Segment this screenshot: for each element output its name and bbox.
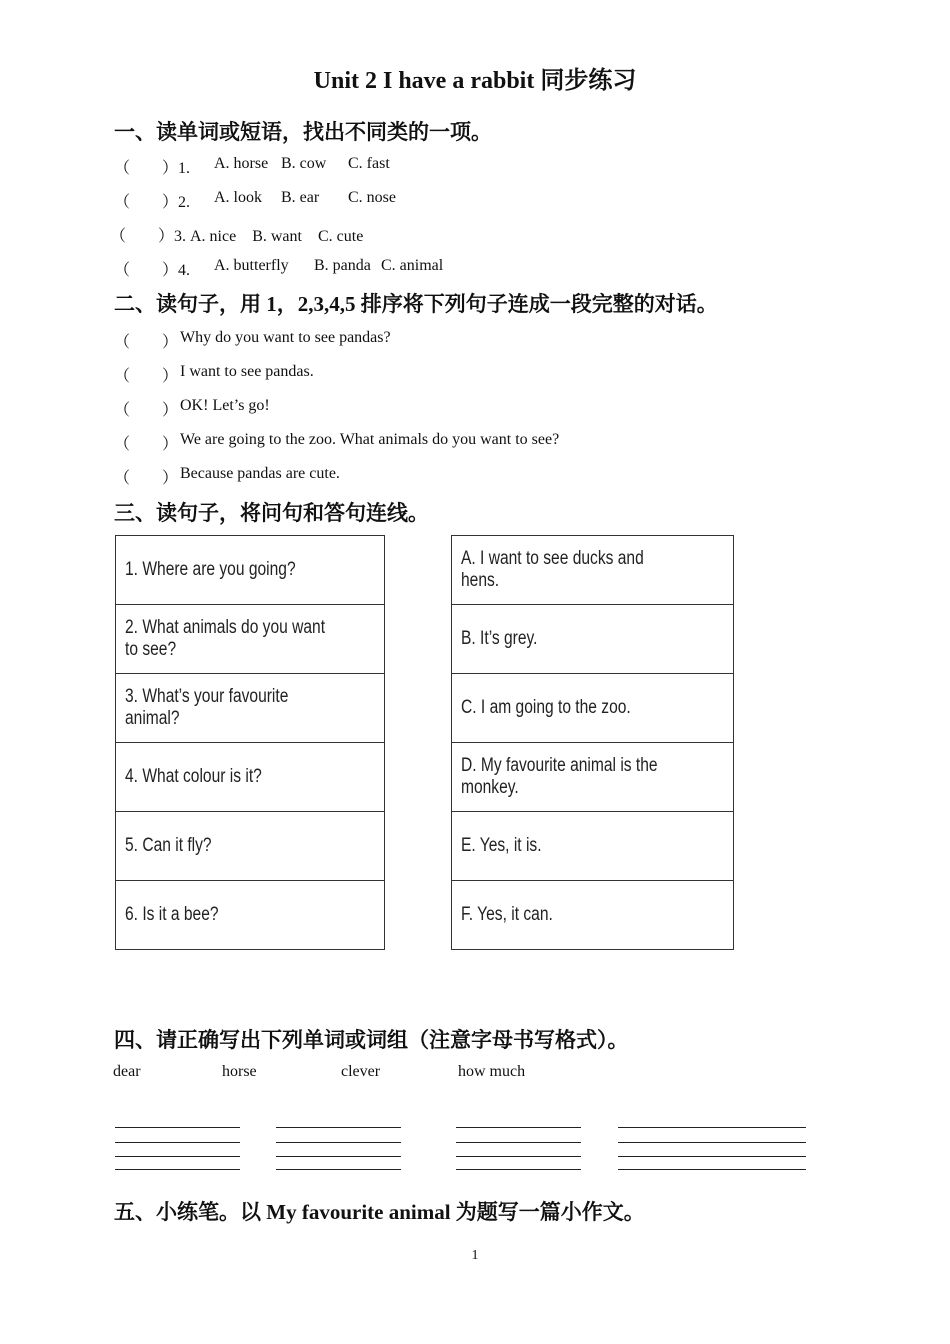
- writing-line: [115, 1142, 240, 1143]
- answer-cell: [452, 881, 734, 950]
- q4-option-b: B. panda: [314, 257, 371, 274]
- part2-bracket: （ ）: [114, 334, 179, 351]
- writing-line: [276, 1156, 401, 1157]
- page-title: Unit 2 I have a rabbit 同步练习: [313, 68, 637, 94]
- part2-bracket: （ ）: [114, 470, 179, 487]
- word-clever: clever: [341, 1063, 381, 1080]
- question-text: 5. Can it fly?: [125, 835, 212, 856]
- question-cell: [116, 674, 385, 743]
- writing-line: [618, 1142, 806, 1143]
- section-4-heading: 四、请正确写出下列单词或词组（注意字母书写格式）。: [114, 1028, 629, 1052]
- writing-line: [115, 1156, 240, 1157]
- section-1-heading: 一、读单词或短语，找出不同类的一项。: [114, 120, 492, 144]
- q2-option-a: A. look: [214, 189, 262, 206]
- q2-option-c: C. nose: [348, 189, 396, 206]
- answer-text: E. Yes, it is.: [461, 835, 542, 856]
- q1-option-a: A. horse: [214, 155, 269, 172]
- part2-bracket: （ ）: [114, 368, 179, 385]
- answer-text: B. It’s grey.: [461, 628, 538, 649]
- word-dear: dear: [113, 1063, 141, 1080]
- writing-line: [618, 1169, 806, 1170]
- writing-line: [618, 1156, 806, 1157]
- question-cell: [116, 536, 385, 605]
- q4-bracket: （ ）4.: [114, 262, 191, 279]
- q2-option-b: B. ear: [281, 189, 320, 206]
- question-cell: [116, 881, 385, 950]
- answer-cell: [452, 536, 734, 605]
- writing-line: [456, 1142, 581, 1143]
- questions-table: [115, 535, 385, 950]
- part2-bracket: （ ）: [114, 402, 179, 419]
- q2-bracket: （ ）2.: [114, 194, 191, 211]
- writing-line: [276, 1169, 401, 1170]
- part2-sentence: OK! Let’s go!: [180, 397, 270, 414]
- answers-table: [451, 535, 734, 950]
- q1-option-b: B. cow: [281, 155, 327, 172]
- question-text: 6. Is it a bee?: [125, 904, 219, 925]
- part2-sentence: Because pandas are cute.: [180, 465, 340, 482]
- section-2-heading: 二、读句子，用 1，2,3,4,5 排序将下列句子连成一段完整的对话。: [114, 292, 718, 316]
- writing-line: [115, 1169, 240, 1170]
- q4-option-c: C. animal: [381, 257, 444, 274]
- question-cell: [116, 605, 385, 674]
- question-text: 3. What’s your favourite animal?: [125, 686, 289, 729]
- answer-cell: [452, 605, 734, 674]
- answer-text: D. My favourite animal is the monkey.: [461, 755, 658, 798]
- answer-cell: [452, 812, 734, 881]
- part2-sentence: I want to see pandas.: [180, 363, 314, 380]
- question-cell: [116, 812, 385, 881]
- page-number: 1: [471, 1248, 479, 1263]
- q1-option-c: C. fast: [348, 155, 390, 172]
- section-5-heading: 五、小练笔。以 My favourite animal 为题写一篇小作文。: [114, 1200, 645, 1224]
- answer-cell: [452, 674, 734, 743]
- writing-line: [115, 1127, 240, 1128]
- part2-bracket: （ ）: [114, 436, 179, 453]
- writing-line: [618, 1127, 806, 1128]
- q4-option-a: A. butterfly: [214, 257, 289, 274]
- part2-sentence: We are going to the zoo. What animals do you want to see?: [180, 431, 560, 448]
- section-3-heading: 三、读句子，将问句和答句连线。: [114, 501, 429, 525]
- writing-line: [456, 1169, 581, 1170]
- writing-line: [456, 1156, 581, 1157]
- answer-text: C. I am going to the zoo.: [461, 697, 631, 718]
- question-text: 4. What colour is it?: [125, 766, 262, 787]
- question-text: 2. What animals do you want to see?: [125, 617, 326, 660]
- question-text: 1. Where are you going?: [125, 559, 296, 580]
- part1-q3: （ ）3. A. nice B. want C. cute: [110, 228, 364, 245]
- question-cell: [116, 743, 385, 812]
- word-horse: horse: [222, 1063, 257, 1080]
- part2-sentence: Why do you want to see pandas?: [180, 329, 391, 346]
- q1-bracket: （ ）1.: [114, 160, 191, 177]
- answer-cell: [452, 743, 734, 812]
- writing-line: [276, 1127, 401, 1128]
- word-how-much: how much: [458, 1063, 526, 1080]
- answer-text: F. Yes, it can.: [461, 904, 553, 925]
- writing-line: [456, 1127, 581, 1128]
- answer-text: A. I want to see ducks and hens.: [461, 548, 644, 591]
- writing-line: [276, 1142, 401, 1143]
